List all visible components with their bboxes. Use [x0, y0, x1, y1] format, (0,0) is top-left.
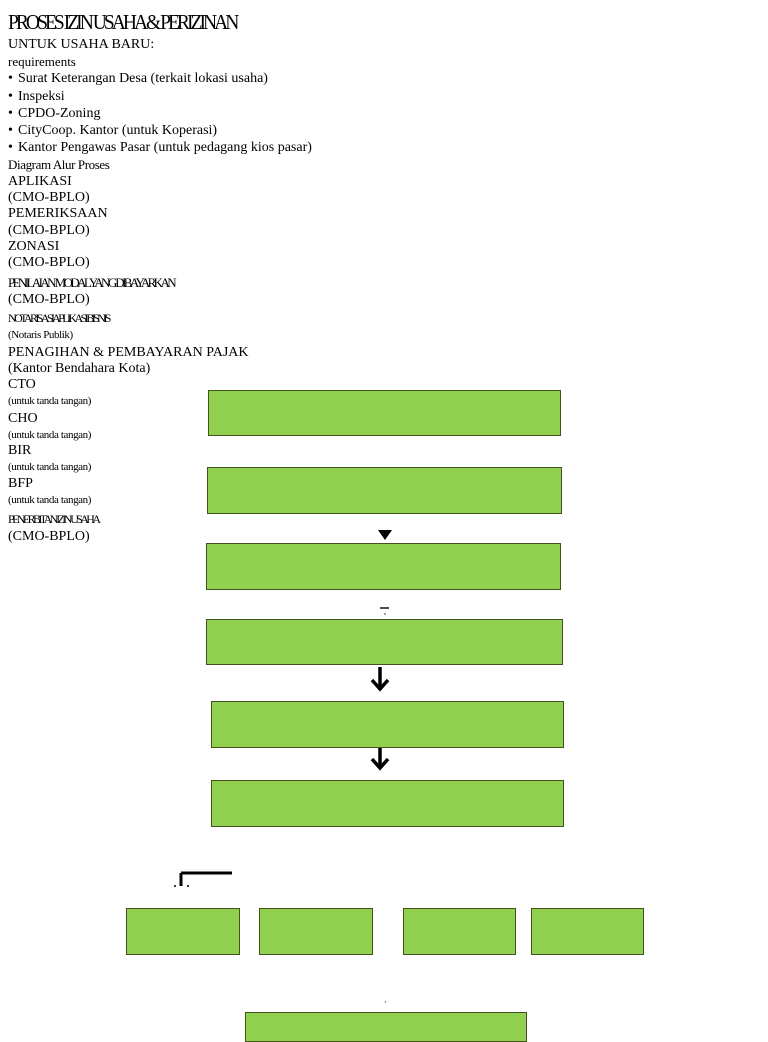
requirement-item — [8, 107, 100, 121]
diagram-label: Diagram Alur Proses — [8, 157, 110, 172]
flow-box-signatory-4 — [531, 908, 644, 955]
flow-box-signatory-1 — [126, 908, 240, 955]
arrow-down-icon — [377, 529, 393, 541]
signatory-name: BFP — [8, 476, 33, 491]
arrow-down-icon — [369, 748, 391, 772]
step-name: APLIKASI — [8, 174, 72, 189]
final-step-office: (CMO-BPLO) — [8, 529, 90, 544]
step-name: NOTARISASI APLIKASI BISNIS — [8, 311, 109, 325]
flow-box-final — [245, 1012, 527, 1042]
signatory-note: (untuk tanda tangan) — [8, 395, 92, 407]
step-office: (CMO-BPLO) — [8, 292, 90, 307]
arrow-down-icon — [369, 666, 391, 694]
requirement-item — [8, 72, 268, 86]
flow-box-step-6 — [211, 780, 564, 827]
requirement-text: CPDO-Zoning — [18, 106, 101, 121]
requirement-text: Surat Keterangan Desa (terkait lokasi usaha) — [18, 71, 268, 86]
flow-box-step-1 — [208, 390, 561, 436]
step-office: (CMO-BPLO) — [8, 223, 90, 238]
step-office: (CMO-BPLO) — [8, 255, 90, 270]
step-name: PEMERIKSAAN — [8, 206, 108, 221]
signatory-name: CTO — [8, 377, 36, 392]
flow-box-step-2 — [207, 467, 562, 514]
step-name: ZONASI — [8, 239, 60, 254]
signatory-note: (untuk tanda tangan) — [8, 461, 92, 473]
requirement-text: CityCoop. Kantor (untuk Koperasi) — [18, 123, 218, 138]
bullet-icon: • — [8, 89, 13, 104]
bullet-icon: • — [8, 71, 13, 86]
final-step-name: PENERBITAN IZIN USAHA — [8, 512, 99, 526]
requirement-item — [8, 124, 217, 138]
requirements-label: requirements — [8, 54, 76, 69]
flow-box-step-5 — [211, 701, 564, 748]
flow-box-step-3 — [206, 543, 561, 590]
connector-dot-icon: · — [384, 997, 387, 1007]
requirement-item — [8, 141, 312, 155]
requirement-text: Kantor Pengawas Pasar (untuk pedagang kios pasar) — [18, 140, 312, 155]
step-name: PENAGIHAN & PEMBAYARAN PAJAK — [8, 345, 249, 360]
arrow-fragment-icon — [378, 606, 392, 620]
step-office: (CMO-BPLO) — [8, 190, 90, 205]
bullet-icon: • — [8, 106, 13, 121]
signatory-name: CHO — [8, 411, 38, 426]
bullet-icon: • — [8, 140, 13, 155]
flow-box-signatory-2 — [259, 908, 373, 955]
signatory-note: (untuk tanda tangan) — [8, 494, 92, 506]
flow-box-signatory-3 — [403, 908, 516, 955]
flow-box-step-4 — [206, 619, 563, 665]
step-name: PENILAIAN MODAL YANG DIBAYARKAN — [8, 275, 175, 290]
connector-bracket-icon — [172, 869, 234, 889]
intro-heading: UNTUK USAHA BARU: — [8, 37, 155, 52]
signatory-note: (untuk tanda tangan) — [8, 429, 92, 441]
bullet-icon: • — [8, 123, 13, 138]
requirement-item — [8, 90, 65, 104]
step-office: (Notaris Publik) — [8, 329, 73, 341]
requirement-text: Inspeksi — [18, 89, 65, 104]
step-office: (Kantor Bendahara Kota) — [8, 361, 151, 376]
signatory-name: BIR — [8, 443, 32, 458]
page-title: PROSES IZIN USAHA & PERIZINAN — [8, 10, 237, 34]
